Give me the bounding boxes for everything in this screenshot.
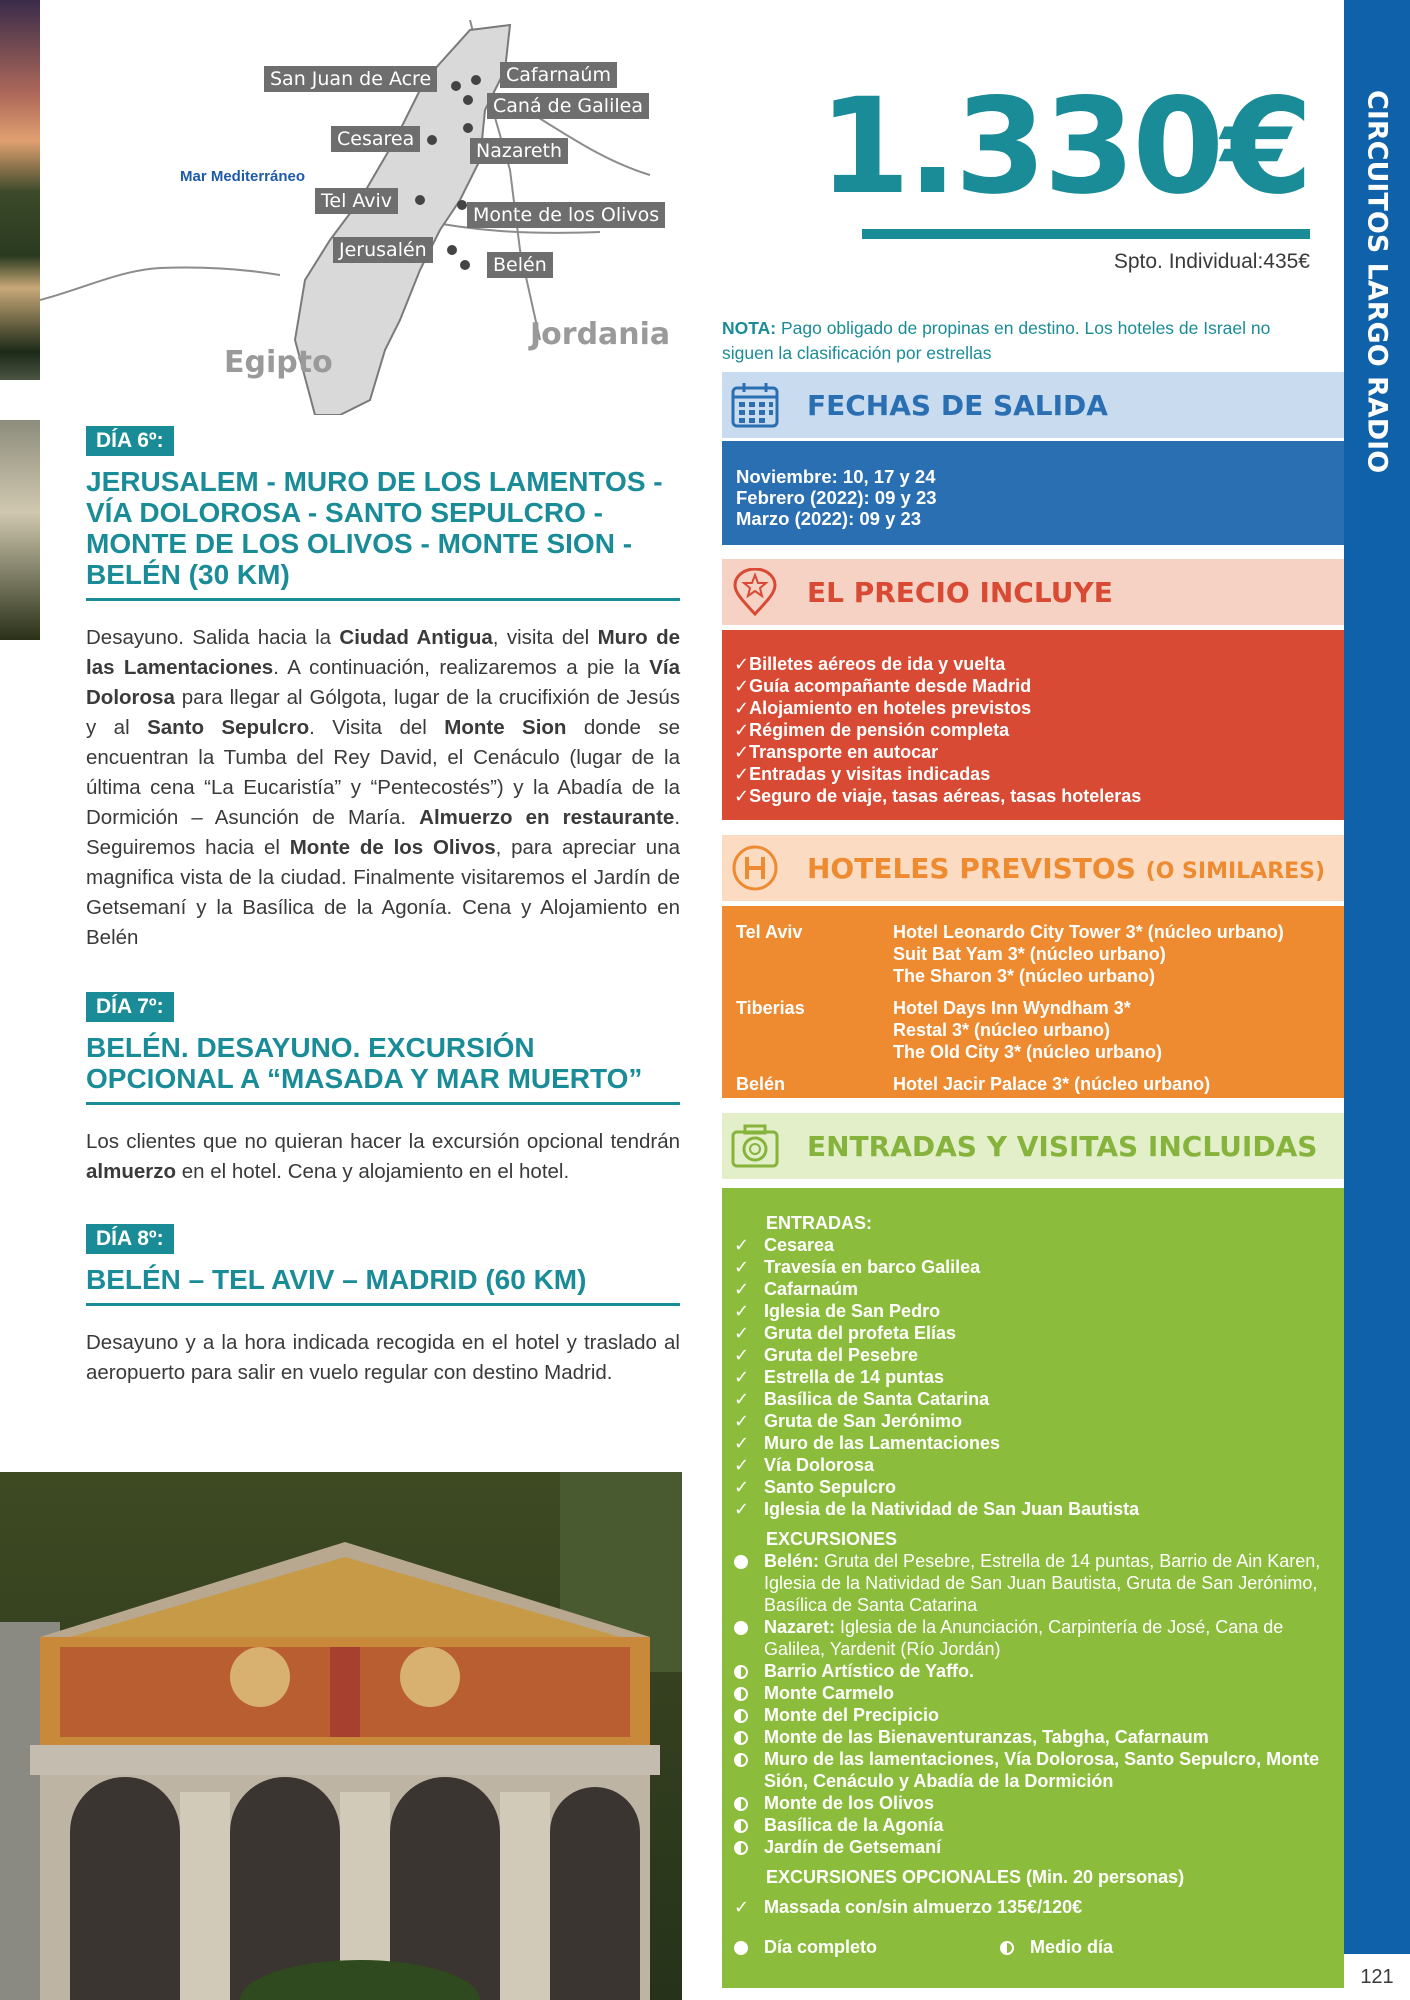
list-item (734, 1836, 1332, 1858)
check-icon: ✓ (734, 1345, 750, 1365)
day-tag: DÍA 6º: (86, 426, 174, 456)
list-item (734, 1366, 1332, 1388)
price-includes-title: EL PRECIO INCLUYE (807, 576, 1113, 609)
list-item (734, 1896, 1332, 1918)
map-place: Cafarnaúm (500, 62, 617, 88)
check-icon: ✓ (734, 1235, 750, 1255)
hotel-icon (730, 844, 780, 892)
item-label: Jardín de Getsemaní (764, 1837, 942, 1857)
region-map (40, 20, 680, 415)
item-text: Cesarea (764, 1235, 835, 1255)
camera-icon (730, 1122, 780, 1170)
item-text: Transporte en autocar (749, 742, 939, 762)
item-text: Iglesia de San Pedro (764, 1301, 941, 1321)
highlight-text: Monte Sion (444, 716, 567, 739)
left-photo-strip (0, 0, 40, 640)
hotels-body (722, 906, 1344, 1098)
list-item (734, 1550, 1332, 1616)
map-country-egypt: Egipto (224, 345, 333, 380)
item-text: Entradas y visitas indicadas (749, 764, 991, 784)
item-text: Muro de las Lamentaciones (764, 1433, 1001, 1453)
entries-label: ENTRADAS: (766, 1213, 872, 1233)
full-day-icon (734, 1555, 748, 1569)
hotel-city: Belén (736, 1074, 786, 1094)
item-text: Gruta del Pesebre, Estrella de 14 puntas, Barrio de Ain Karen, Iglesia de la Natividad de San Juan Bautista, Gruta de San Jerónimo, Basílica de Santa Catarina (764, 1551, 1321, 1615)
full-day-icon (734, 1621, 748, 1635)
price-includes-body (722, 630, 1344, 820)
highlight-text: Ciudad Antigua (339, 626, 493, 649)
hotel-name: Hotel Jacir Palace 3* (núcleo urbano) (893, 1074, 1211, 1094)
list-item (734, 1792, 1332, 1814)
highlight-text: Santo Sepulcro (147, 716, 310, 739)
excursions-list (734, 1550, 1332, 1858)
hotels-title (807, 852, 1325, 885)
day-title: BELÉN. DESAYUNO. EXCURSIÓN OPCIONAL A “MASADA Y MAR MUERTO” (86, 1032, 680, 1105)
day-title: BELÉN – TEL AVIV – MADRID (60 KM) (86, 1264, 680, 1306)
optional-excursions-label: EXCURSIONES OPCIONALES (Min. 20 personas) (766, 1867, 1185, 1887)
list-item (734, 675, 1332, 697)
highlight-text: almuerzo (86, 1160, 176, 1183)
list-item (734, 1704, 1332, 1726)
hotels-title-main: HOTELES PREVISTOS (807, 852, 1136, 885)
day-title: JERUSALEM - MURO DE LOS LAMENTOS - VÍA DOLOROSA - SANTO SEPULCRO - MONTE DE LOS OLIVOS - MONTE SION - BELÉN (30 KM) (86, 466, 680, 601)
full-day-icon (734, 1936, 764, 1958)
list-item (734, 1344, 1332, 1366)
check-icon: ✓ (734, 1389, 750, 1409)
day-body (86, 1328, 680, 1388)
item-label: Monte de los Olivos (764, 1793, 935, 1813)
hotel-row (736, 1073, 1330, 1095)
price-divider (862, 229, 1310, 239)
left-strip-gap (0, 380, 40, 420)
list-item (734, 1300, 1332, 1322)
highlight-text: Vía Dolorosa (86, 656, 680, 709)
hotel-row (736, 921, 1330, 987)
hotel-name: The Sharon 3* (núcleo urbano) (893, 966, 1156, 986)
item-text: Gruta del profeta Elías (764, 1323, 957, 1343)
list-item (734, 1616, 1332, 1660)
departure-dates-title: FECHAS DE SALIDA (807, 389, 1108, 422)
hotels-header (722, 835, 1344, 901)
single-supplement: Spto. Individual:435€ (1113, 250, 1310, 273)
item-label: Basílica de la Agonía (764, 1815, 944, 1835)
half-day-icon (734, 1753, 748, 1767)
item-label: Monte de las Bienaventuranzas, Tabgha, Cafarnaum (764, 1727, 1209, 1747)
map-place: Jerusalén (333, 237, 433, 263)
item-text: Estrella de 14 puntas (764, 1367, 945, 1387)
note-label: NOTA: (722, 318, 777, 338)
sidebar-title: CIRCUITOS LARGO RADIO (1361, 90, 1393, 474)
church-photo (0, 1472, 682, 2000)
hotel-city: Tel Aviv (736, 922, 803, 942)
item-label: Muro de las lamentaciones, Vía Dolorosa, Santo Sepulcro, Monte Sión, Cenáculo y Abadía de la Dormición (764, 1749, 1320, 1791)
body-text: en el hotel. Cena y alojamiento en el hotel. (176, 1160, 570, 1183)
departure-dates-body (722, 441, 1344, 545)
check-icon: ✓ (734, 676, 750, 696)
hotel-name: Hotel Days Inn Wyndham 3* (893, 998, 1131, 1018)
list-item (734, 1432, 1332, 1454)
highlight-text: Almuerzo en restaurante (419, 806, 675, 829)
price-includes-header (722, 559, 1344, 625)
item-label: Nazaret: (764, 1617, 836, 1637)
item-text: Iglesia de la Anunciación, Carpintería de José, Cana de Galilea, Yardenit (Río Jordán) (764, 1617, 1284, 1659)
day-body (86, 623, 680, 953)
entries-title: ENTRADAS Y VISITAS INCLUIDAS (807, 1130, 1318, 1163)
hotel-list (893, 997, 1162, 1063)
map-place: Caná de Galilea (487, 93, 649, 119)
hotel-row (736, 997, 1330, 1063)
highlight-text: Monte de los Olivos (289, 836, 496, 859)
list-item (734, 1476, 1332, 1498)
day-tag: DÍA 8º: (86, 1224, 174, 1254)
item-text: Santo Sepulcro (764, 1477, 897, 1497)
list-item (734, 1498, 1332, 1520)
item-text: Gruta de San Jerónimo (764, 1411, 963, 1431)
check-icon: ✓ (734, 1455, 750, 1475)
optional-list (734, 1896, 1332, 1918)
highlight-text: Muro de las Lamentaciones (86, 626, 680, 679)
legend-half-label: Medio día (1030, 1937, 1114, 1957)
item-text: Guía acompañante desde Madrid (749, 676, 1032, 696)
half-day-icon (734, 1687, 748, 1701)
list-item (734, 697, 1332, 719)
page-number: 121 (1360, 1966, 1394, 1988)
half-day-icon (734, 1819, 748, 1833)
body-text: , visita del (492, 626, 598, 649)
check-icon: ✓ (734, 1323, 750, 1343)
item-label: Barrio Artístico de Yaffo. (764, 1661, 975, 1681)
check-icon: ✓ (734, 1499, 750, 1519)
check-icon: ✓ (734, 1279, 750, 1299)
day-7-section (86, 992, 680, 1187)
half-day-icon (734, 1797, 748, 1811)
excursions-label: EXCURSIONES (766, 1529, 898, 1549)
departure-date: Marzo (2022): 09 y 23 (736, 508, 922, 529)
list-item (734, 785, 1332, 807)
item-text: Vía Dolorosa (764, 1455, 875, 1475)
day-8-section (86, 1224, 680, 1388)
entries-list (734, 1234, 1332, 1520)
check-icon: ✓ (734, 1257, 750, 1277)
day-body (86, 1127, 680, 1187)
entries-header (722, 1113, 1344, 1179)
item-text: Seguro de viaje, tasas aéreas, tasas hoteleras (749, 786, 1142, 806)
list-item (734, 1234, 1332, 1256)
hotel-name: Restal 3* (núcleo urbano) (893, 1020, 1111, 1040)
check-icon: ✓ (734, 1433, 750, 1453)
includes-list (734, 653, 1332, 807)
item-label: Monte Carmelo (764, 1683, 895, 1703)
list-item (734, 1322, 1332, 1344)
entries-body (722, 1188, 1344, 1988)
price-amount: 1.330€ (818, 70, 1310, 224)
item-text: Alojamiento en hoteles previstos (749, 698, 1032, 718)
half-day-icon (734, 1709, 748, 1723)
hotels-title-small: (O SIMILARES) (1145, 859, 1326, 884)
check-icon: ✓ (734, 764, 750, 784)
note-text: Pago obligado de propinas en destino. Los hoteles de Israel no siguen la clasificación por estrellas (722, 318, 1271, 363)
body-text: . A continuación, realizaremos a pie la (273, 656, 650, 679)
body-text: Desayuno y a la hora indicada recogida en el hotel y traslado al aeropuerto para salir en vuelo regular con destino Madrid. (86, 1331, 680, 1384)
list-item (734, 1278, 1332, 1300)
body-text: Desayuno. Salida hacia la (86, 626, 340, 649)
half-day-icon (734, 1665, 748, 1679)
hotel-list (893, 921, 1284, 987)
item-text: Billetes aéreos de ida y vuelta (749, 654, 1006, 674)
half-day-icon (1000, 1936, 1030, 1958)
item-text: Basílica de Santa Catarina (764, 1389, 990, 1409)
legend-full (734, 1936, 1000, 1958)
map-place: Belén (487, 252, 553, 278)
body-text: . Visita del (309, 716, 445, 739)
list-item (734, 653, 1332, 675)
map-place: Monte de los Olivos (467, 202, 665, 228)
map-sea-label: Mar Mediterráneo (180, 168, 306, 185)
item-text: Cafarnaúm (764, 1279, 859, 1299)
check-icon: ✓ (734, 698, 750, 718)
check-icon: ✓ (734, 786, 750, 806)
check-icon: ✓ (734, 1411, 750, 1431)
hotel-city: Tiberias (736, 998, 805, 1018)
hotel-name: Suit Bat Yam 3* (núcleo urbano) (893, 944, 1166, 964)
body-text: para llegar al Gólgota, lugar de la crucifixión de Jesús y al (86, 686, 680, 739)
check-icon: ✓ (734, 742, 750, 762)
check-icon: ✓ (734, 720, 750, 740)
body-text: . Seguiremos hacia el (86, 806, 681, 859)
half-day-icon (734, 1841, 748, 1855)
list-item (734, 719, 1332, 741)
body-text: Los clientes que no quieran hacer la excursión opcional tendrán (86, 1130, 680, 1153)
map-place: Nazareth (470, 138, 568, 164)
price-note (722, 316, 1322, 366)
section-sidebar (1344, 0, 1410, 1954)
check-icon: ✓ (734, 654, 750, 674)
list-item (734, 1388, 1332, 1410)
item-text: Gruta del Pesebre (764, 1345, 919, 1365)
hotel-list (893, 1073, 1210, 1095)
map-place: Tel Aviv (315, 188, 398, 214)
legend-half (1000, 1936, 1113, 1958)
list-item (734, 1814, 1332, 1836)
check-icon: ✓ (734, 1477, 750, 1497)
item-text: Régimen de pensión completa (749, 720, 1010, 740)
half-day-icon (734, 1731, 748, 1745)
list-item (734, 741, 1332, 763)
list-item (734, 1660, 1332, 1682)
item-text: Massada con/sin almuerzo 135€/120€ (764, 1897, 1083, 1917)
list-item (734, 1748, 1332, 1792)
day-6-section (86, 426, 680, 953)
day-tag: DÍA 7º: (86, 992, 174, 1022)
check-icon: ✓ (734, 1367, 750, 1387)
departure-date: Febrero (2022): 09 y 23 (736, 487, 937, 508)
check-icon: ✓ (734, 1897, 750, 1917)
item-text: Travesía en barco Galilea (764, 1257, 981, 1277)
map-place: San Juan de Acre (264, 66, 437, 92)
check-icon: ✓ (734, 1301, 750, 1321)
list-item (734, 1256, 1332, 1278)
item-label: Monte del Precipicio (764, 1705, 940, 1725)
map-country-jordan: Jordania (530, 317, 671, 352)
item-label: Belén: (764, 1551, 820, 1571)
hotel-name: Hotel Leonardo City Tower 3* (núcleo urbano) (893, 922, 1284, 942)
calendar-icon (730, 381, 780, 429)
list-item (734, 1410, 1332, 1432)
legend (734, 1936, 1332, 1958)
departure-dates-header (722, 372, 1344, 438)
list-item (734, 1682, 1332, 1704)
body-text: , para apreciar una magnifica vista de la ciudad. Finalmente visitaremos el Jardín de Getsemaní y la Basílica de la Agonía. Cena y Alojamiento en Belén (86, 836, 680, 949)
body-text: donde se encuentran la Tumba del Rey David, el Cenáculo (lugar de la última cena “La Eucaristía” y “Pentecostés”) y la Abadía de la Dormición – Asunción de María. (86, 716, 680, 829)
item-text: Iglesia de la Natividad de San Juan Bautista (764, 1499, 1140, 1519)
hotel-name: The Old City 3* (núcleo urbano) (893, 1042, 1163, 1062)
legend-full-label: Día completo (764, 1937, 878, 1957)
list-item (734, 1454, 1332, 1476)
badge-star-icon (730, 568, 780, 616)
list-item (734, 1726, 1332, 1748)
map-place: Cesarea (331, 126, 420, 152)
departure-date: Noviembre: 10, 17 y 24 (736, 466, 936, 487)
list-item (734, 763, 1332, 785)
